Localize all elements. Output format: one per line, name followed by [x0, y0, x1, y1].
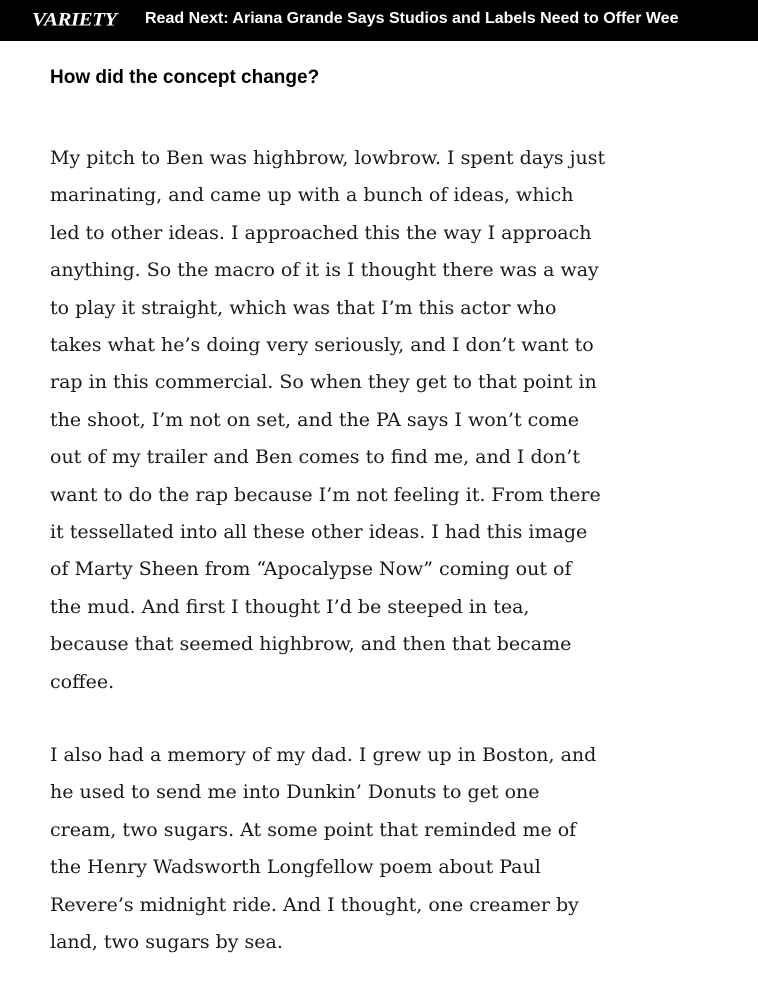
paragraph-line: anything. So the macro of it is I thought there was a way: [50, 259, 599, 282]
paragraph-line: want to do the rap because I’m not feeling it. From there: [50, 483, 601, 506]
paragraph-line: land, two sugars by sea.: [50, 931, 283, 954]
article-paragraph: [50, 737, 655, 961]
paragraph-line: led to other ideas. I approached this the way I approach: [50, 221, 592, 244]
paragraph-line: cream, two sugars. At some point that reminded me of: [50, 818, 577, 841]
paragraph-line: My pitch to Ben was highbrow, lowbrow. I spent days just: [50, 147, 606, 169]
paragraph-line: coffee.: [50, 670, 115, 693]
paragraph-line: because that seemed highbrow, and then that became: [50, 633, 572, 656]
paragraph-line: it tessellated into all these other ideas. I had this image: [50, 521, 588, 544]
paragraph-line: Revere’s midnight ride. And I thought, one creamer by: [50, 893, 579, 916]
variety-logo[interactable]: VARIETY: [32, 7, 117, 31]
read-next-link[interactable]: Read Next: Ariana Grande Says Studios and Labels Need to Offer Wee: [145, 10, 679, 27]
paragraph-line: of Marty Sheen from “Apocalypse Now” coming out of: [50, 558, 572, 581]
article-subheading: How did the concept change?: [50, 67, 320, 88]
article-paragraph: [50, 140, 655, 701]
paragraph-line: he used to send me into Dunkin’ Donuts to get one: [50, 781, 540, 804]
paragraph-line: marinating, and came up with a bunch of ideas, which: [50, 184, 574, 207]
paragraph-line: the Henry Wadsworth Longfellow poem about Paul: [50, 856, 541, 879]
paragraph-line: to play it straight, which was that I’m this actor who: [50, 296, 557, 319]
paragraph-line: the mud. And first I thought I’d be steeped in tea,: [50, 595, 530, 618]
top-bar: [0, 0, 758, 41]
paragraph-line: rap in this commercial. So when they get to that point in: [50, 371, 597, 394]
paragraph-line: I also had a memory of my dad. I grew up in Boston, and: [50, 744, 597, 766]
paragraph-line: out of my trailer and Ben comes to find me, and I don’t: [50, 446, 580, 469]
paragraph-line: takes what he’s doing very seriously, and I don’t want to: [50, 334, 594, 357]
paragraph-line: the shoot, I’m not on set, and the PA says I won’t come: [50, 408, 579, 431]
